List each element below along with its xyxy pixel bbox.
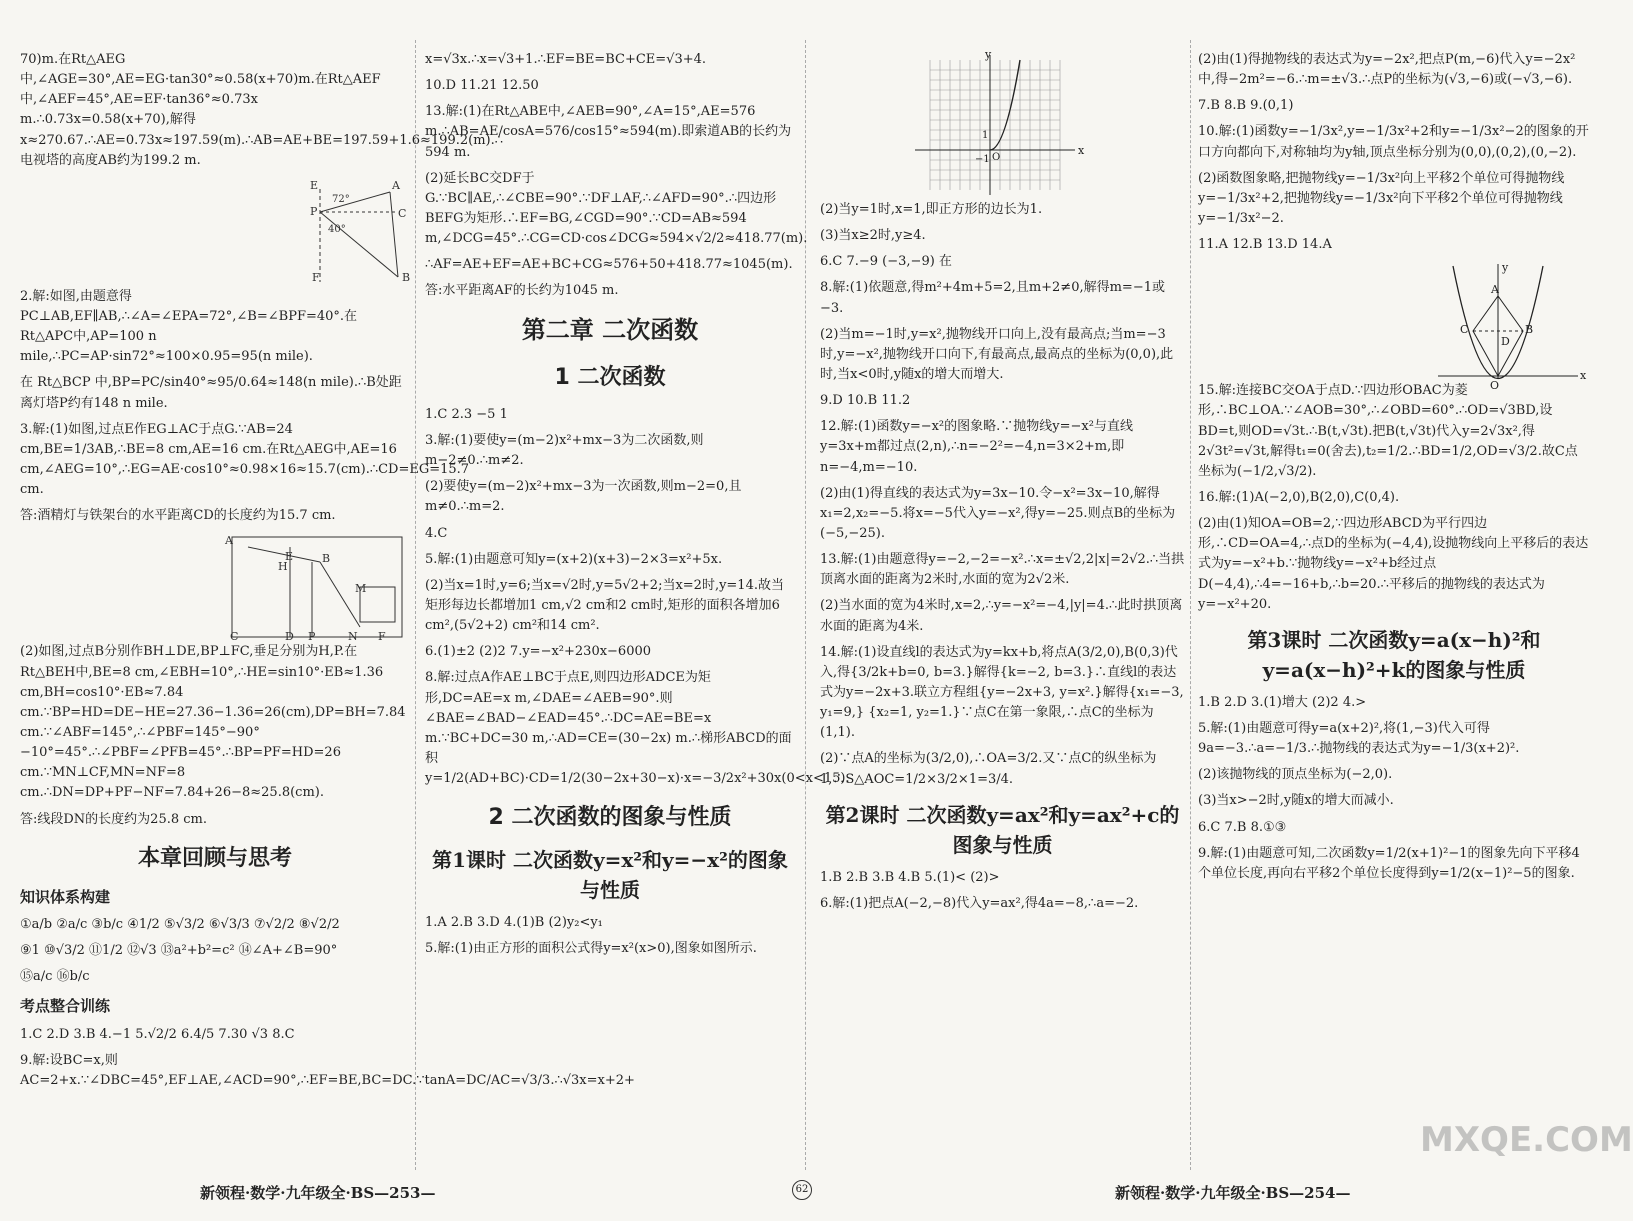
paragraph: (2)当y=1时,x=1,即正方形的边长为1. xyxy=(820,202,1043,217)
paragraph: (2)由(1)知OA=OB=2,∵四边形ABCD为平行四边形,∴CD=OA=4,∴点D的坐标为(−4,4),设抛物线向上平移后的表达式为y=−x²+b.∵抛物线y=−x²+b经过点D(−4,4),∴4=−16+b,∴b=20.∴平移后的抛物线的表达式为y=−x²+20. xyxy=(1198,516,1589,612)
paragraph: 6.解:(1)把点A(−2,−8)代入y=ax²,得4a=−8,∴a=−2. xyxy=(820,895,1139,911)
column-divider xyxy=(1190,40,1191,1170)
footer-page-badge: 62 xyxy=(792,1180,812,1200)
svg-text:O: O xyxy=(992,152,1001,163)
svg-text:D: D xyxy=(1501,335,1510,349)
paragraph: 5.解:(1)由题意可知y=(x+2)(x+3)−2×3=x²+5x. xyxy=(425,551,723,567)
footer-left: 新领程·数学·九年级全·BS—253— xyxy=(200,1184,436,1202)
answer-line: ⑨1 ⑩√3/2 ⑪1/2 ⑫√3 ⑬a²+b²=c² ⑭∠A+∠B=90° xyxy=(20,943,338,959)
paragraph: (2)当水面的宽为4米时,x=2,∴y=−x²=−4,|y|=4.∴此时拱顶离水面的距离为4米. xyxy=(820,598,1183,634)
paragraph: 8.解:(1)依题意,得m²+4m+5=2,且m+2≠0,解得m=−1或−3. xyxy=(820,280,1165,316)
paragraph: 13.解:(1)在Rt△ABE中,∠AEB=90°,∠A=15°,AE=576 m.∴AB=AE/cosA=576/cos15°≈594(m).即索道AB的长约为594 m. xyxy=(425,104,792,160)
svg-text:y: y xyxy=(1502,261,1509,275)
svg-text:C: C xyxy=(1460,323,1469,337)
svg-text:O: O xyxy=(1490,379,1500,393)
svg-text:N: N xyxy=(348,630,358,644)
paragraph: 15.解:连接BC交OA于点D.∵四边形OBAC为菱形,∴BC⊥OA.∵∠AOB=30°,∴∠OBD=60°.∴OD=√3BD,设BD=t,则OD=√3t.∴B(t,√3t).把B(t,√3t)代入y=2√3x²,得2√3t²=√3t,解得t₁=0(舍去),t₂=1/2.∴BD=1/2,OD=√3/2.故C点坐标为(−1/2,√3/2). xyxy=(1198,383,1578,479)
answer-line: 6.C 7.B 8.①③ xyxy=(1198,819,1287,835)
paragraph: 5.解:(1)由题意可得y=a(x+2)²,将(1,−3)代入可得9a=−3.∴a=−1/3.∴抛物线的表达式为y=−1/3(x+2)². xyxy=(1198,720,1520,757)
answer-line: ①a/b ②a/c ③b/c ④1/2 ⑤√3/2 ⑥√3/3 ⑦√2/2 ⑧√2/2 xyxy=(20,917,340,932)
section-heading: 1 二次函数 xyxy=(554,364,666,390)
svg-text:E: E xyxy=(310,178,319,192)
rhombus-parabola-figure xyxy=(1198,261,1590,393)
paragraph: 10.解:(1)函数y=−1/3x²,y=−1/3x²+2和y=−1/3x²−2的图象的开口方向都向下,对称轴均为y轴,顶点坐标分别为(0,0),(0,2),(0,−2). xyxy=(1198,124,1589,160)
apparatus-figure xyxy=(20,532,410,642)
answer-line: 6.(1)±2 (2)2 7.y=−x²+230x−6000 xyxy=(425,644,652,660)
svg-text:D: D xyxy=(285,630,294,644)
paragraph: 5.解:(1)由正方形的面积公式得y=x²(x>0),图象如图所示. xyxy=(425,941,757,957)
svg-text:H: H xyxy=(278,560,288,574)
paragraph: 答:线段DN的长度约为25.8 cm. xyxy=(20,811,207,827)
lighthouse-figure xyxy=(20,177,410,287)
paragraph: (2)由(1)得抛物线的表达式为y=−2x²,把点P(m,−6)代入y=−2x²中,得−2m²=−6.∴m=±√3.∴点P的坐标为(√3,−6)或(−√3,−6). xyxy=(1198,52,1576,88)
paragraph: (3)当x>−2时,y随x的增大而减小. xyxy=(1198,793,1394,809)
paragraph: (2)要使y=(m−2)x²+mx−3为一次函数,则m−2=0,且m≠0.∴m=2. xyxy=(425,479,742,515)
svg-text:B: B xyxy=(322,552,331,566)
paragraph: 9.解:设BC=x,则AC=2+x.∵∠DBC=45°,EF⊥AE,∠ACD=90°,∴EF=BE,BC=DC.∵tanA=DC/AC=√3/3.∴√3x=x+2+ xyxy=(20,1052,635,1088)
lesson-heading: 第1课时 二次函数y=x²和y=−x²的图象与性质 xyxy=(432,848,788,903)
paragraph: 70)m.在Rt△AEG 中,∠AGE=30°,AE=EG·tan30°≈0.58(x+70)m.在Rt△AEF 中,∠AEF=45°,AE=EF·tan36°≈0.73x m.∴0.73x=0.58(x+70),解得 x≈270.67.∴AE=0.73x≈197.59(m).∴AB=AE+BE=197.59+1.6≈199.2(m).∴电视塔的高度AB约为199.2 m. xyxy=(20,52,503,168)
column-divider xyxy=(805,40,806,1170)
svg-text:72°: 72° xyxy=(332,193,350,205)
paragraph: x=√3x.∴x=√3+1.∴EF=BE=BC+CE=√3+4. xyxy=(425,52,707,67)
svg-text:A: A xyxy=(392,178,400,192)
lesson-heading: 第3课时 二次函数y=a(x−h)²和y=a(x−h)²+k的图象与性质 xyxy=(1247,627,1541,682)
svg-text:40°: 40° xyxy=(328,223,346,235)
paragraph: 8.解:过点A作AE⊥BC于点E,则四边形ADCE为矩形,DC=AE=x m,∠DAE=∠AEB=90°.则∠BAE=∠BAD−∠EAD=45°.∴DC=AE=BE=x m.∵BC+DC=30 m,∴AD=CE=(30−2x) m.∴梯形ABCD的面积y=1/2(AD+BC)·CD=1/2(30−2x+30−x)·x=−3/2x²+30x(0<x<15). xyxy=(425,670,850,787)
sub-heading: 考点整合训练 xyxy=(20,997,111,1016)
answer-line: 1.A 2.B 3.D 4.(1)B (2)y₂<y₁ xyxy=(425,915,603,931)
paragraph: (2)函数图象略,把抛物线y=−1/3x²向上平移2个单位可得抛物线y=−1/3x²+2,把抛物线y=−1/3x²向下平移2个单位可得抛物线y=−1/3x²−2. xyxy=(1198,170,1565,226)
answer-line: 7.B 8.B 9.(0,1) xyxy=(1198,98,1294,114)
svg-text:C: C xyxy=(398,206,407,220)
paragraph: 12.解:(1)函数y=−x²的图象略.∵抛物线y=−x²与直线y=3x+m都过点(2,n),∴n=−2²=−4,n=3×2+m,即n=−4,m=−10. xyxy=(820,419,1133,475)
answer-line: 4.C xyxy=(425,525,448,541)
svg-text:P: P xyxy=(308,630,316,644)
answer-line: 11.A 12.B 13.D 14.A xyxy=(1198,237,1332,253)
paragraph: 在 Rt△BCP 中,BP=PC/sin40°≈95/0.64≈148(n mile).∴B处距离灯塔P约有148 n mile. xyxy=(20,375,402,411)
answer-line: 1.B 2.D 3.(1)增大 (2)2 4.> xyxy=(1198,694,1367,710)
paragraph: (2)该抛物线的顶点坐标为(−2,0). xyxy=(1198,767,1393,783)
svg-text:y: y xyxy=(985,48,992,61)
lesson-heading: 第2课时 二次函数y=ax²和y=ax²+c的图象与性质 xyxy=(825,802,1180,857)
paragraph: 13.解:(1)由题意得y=−2,−2=−x².∴x=±√2,2|x|=2√2.∴当拱顶离水面的距离为2米时,水面的宽为2√2米. xyxy=(820,552,1185,588)
paragraph: 3.解:(1)要使y=(m−2)x²+mx−3为二次函数,则m−2≠0.∴m≠2. xyxy=(425,432,704,469)
footer-right: 新领程·数学·九年级全·BS—254— xyxy=(1115,1184,1351,1202)
paragraph: 16.解:(1)A(−2,0),B(2,0),C(0,4). xyxy=(1198,489,1400,505)
svg-text:F: F xyxy=(312,270,320,284)
svg-text:A: A xyxy=(225,534,233,548)
answer-line: 1.B 2.B 3.B 4.B 5.(1)< (2)> xyxy=(820,869,1000,885)
svg-text:x: x xyxy=(1078,144,1085,157)
parabola-grid-figure xyxy=(820,50,1185,200)
watermark: MXQE.COM xyxy=(1420,1120,1633,1160)
column-3 xyxy=(820,50,1185,920)
svg-text:B: B xyxy=(1525,323,1534,337)
svg-text:P: P xyxy=(310,204,318,218)
answer-line: 1.C 2.3 −5 1 xyxy=(425,406,508,422)
column-2 xyxy=(425,50,850,966)
chapter-title: 第二章 二次函数 xyxy=(521,315,699,344)
paragraph: 9.解:(1)由题意可知,二次函数y=1/2(x+1)²−1的图象先向下平移4个单位长度,再向右平移2个单位长度得到y=1/2(x−1)²−5的图象. xyxy=(1198,845,1580,881)
paragraph: (3)当x≥2时,y≥4. xyxy=(820,228,926,244)
column-4 xyxy=(1198,50,1590,890)
answer-line: 9.D 10.B 11.2 xyxy=(820,393,911,409)
svg-text:1: 1 xyxy=(982,130,989,141)
paragraph: (2)如图,过点B分别作BH⊥DE,BP⊥FC,垂足分别为H,P.在Rt△BEH中,BE=8 cm,∠EBH=10°,∴HE=sin10°·EB≈1.36 cm,BH=cos10°·EB≈7.84 cm.∵BP=HD=DE−HE=27.36−1.36=26(cm),DP=BH=7.84 cm.∵∠ABF=145°,∴∠PBF=145°−90°−10°=45°.∴∠PBF=∠PFB=45°.∴BP=PF=HD=26 cm.∵MN⊥CF,MN=NF=8 cm.∴DN=DP+PF−NF=7.84+26−8≈25.8(cm). xyxy=(20,644,406,801)
answer-line: 6.C 7.−9 (−3,−9) 在 xyxy=(820,254,952,270)
column-divider xyxy=(415,40,416,1170)
answer-line: 1.C 2.D 3.B 4.−1 5.√2/2 6.4/5 7.30 √3 8.C xyxy=(20,1026,295,1042)
sub-heading: 知识体系构建 xyxy=(20,887,111,906)
answer-line: ⑮a/c ⑯b/c xyxy=(20,969,90,985)
svg-text:M: M xyxy=(355,582,367,596)
svg-text:C: C xyxy=(230,630,239,644)
paragraph: 14.解:(1)设直线l的表达式为y=kx+b,将点A(3/2,0),B(0,3)代入,得{3/2k+b=0, b=3.}解得{k=−2, b=3.}∴直线l的表达式为y=−2x+3.联立方程组{y=−2x+3, y=x².}解得{x₁=−3, y₁=9,} {x₂=1, y₂=1.}∵点C在第一象限,∴点C的坐标为(1,1). xyxy=(820,644,1184,741)
svg-text:E: E xyxy=(285,550,294,564)
svg-text:F: F xyxy=(378,630,386,644)
paragraph: 答:酒精灯与铁架台的水平距离CD的长度约为15.7 cm. xyxy=(20,508,336,524)
svg-text:x: x xyxy=(1580,369,1587,383)
paragraph: (2)当m=−1时,y=x²,抛物线开口向上,没有最高点;当m=−3时,y=−x²,抛物线开口向下,有最高点,最高点的坐标为(0,0),此时,当x<0时,y随x的增大而增大. xyxy=(820,326,1174,382)
paragraph: 3.解:(1)如图,过点E作EG⊥AC于点G.∵AB=24 cm,BE=1/3AB,∴BE=8 cm,AE=16 cm.在Rt△AEG中,AE=16 cm,∠AEG=10°,∴EG=AE·cos10°≈0.98×16≈15.7(cm).∴CD=EG=15.7 cm. xyxy=(20,421,470,498)
svg-text:A: A xyxy=(1491,283,1499,297)
paragraph: (2)∵点A的坐标为(3/2,0),∴OA=3/2.又∵点C的纵坐标为1,∴S△AOC=1/2×3/2×1=3/4. xyxy=(820,751,1157,787)
paragraph: 2.解:如图,由题意得 PC⊥AB,EF∥AB,∴∠A=∠EPA=72°,∠B=∠BPF=40°.在Rt△APC中,AP=100 n mile,∴PC=AP·sin72°≈100×0.95=95(n mile). xyxy=(20,288,358,365)
paragraph: ∴AF=AE+EF=AE+BC+CG≈576+50+418.77≈1045(m). xyxy=(425,257,793,273)
section-heading: 本章回顾与思考 xyxy=(137,845,292,871)
paragraph: 答:水平距离AF的长约为1045 m. xyxy=(425,283,619,299)
svg-text:B: B xyxy=(402,270,411,284)
svg-text:−1: −1 xyxy=(975,154,990,165)
paragraph: (2)当x=1时,y=6;当x=√2时,y=5√2+2;当x=2时,y=14.故当矩形每边长都增加1 cm,√2 cm和2 cm时,矩形的面积各增加6 cm²,(5√2+2) cm²和14 cm². xyxy=(425,577,784,634)
answer-line: 10.D 11.21 12.50 xyxy=(425,78,539,94)
section-heading: 2 二次函数的图象与性质 xyxy=(488,805,732,831)
paragraph: (2)由(1)得直线的表达式为y=3x−10.令−x²=3x−10,解得x₁=2,x₂=−5.将x=−5代入y=−x²,得y=−25.则点B的坐标为(−5,−25). xyxy=(820,485,1176,541)
paragraph: (2)延长BC交DF于G.∵BC∥AE,∴∠CBE=90°.∵DF⊥AF,∴∠AFD=90°.∴四边形BEFG为矩形.∴EF=BG,∠CGD=90°.∵CD=AB≈594 m,∠DCG=45°.∴CG=CD·cos∠DCG≈594×√2/2≈418.77(m). xyxy=(425,170,808,247)
